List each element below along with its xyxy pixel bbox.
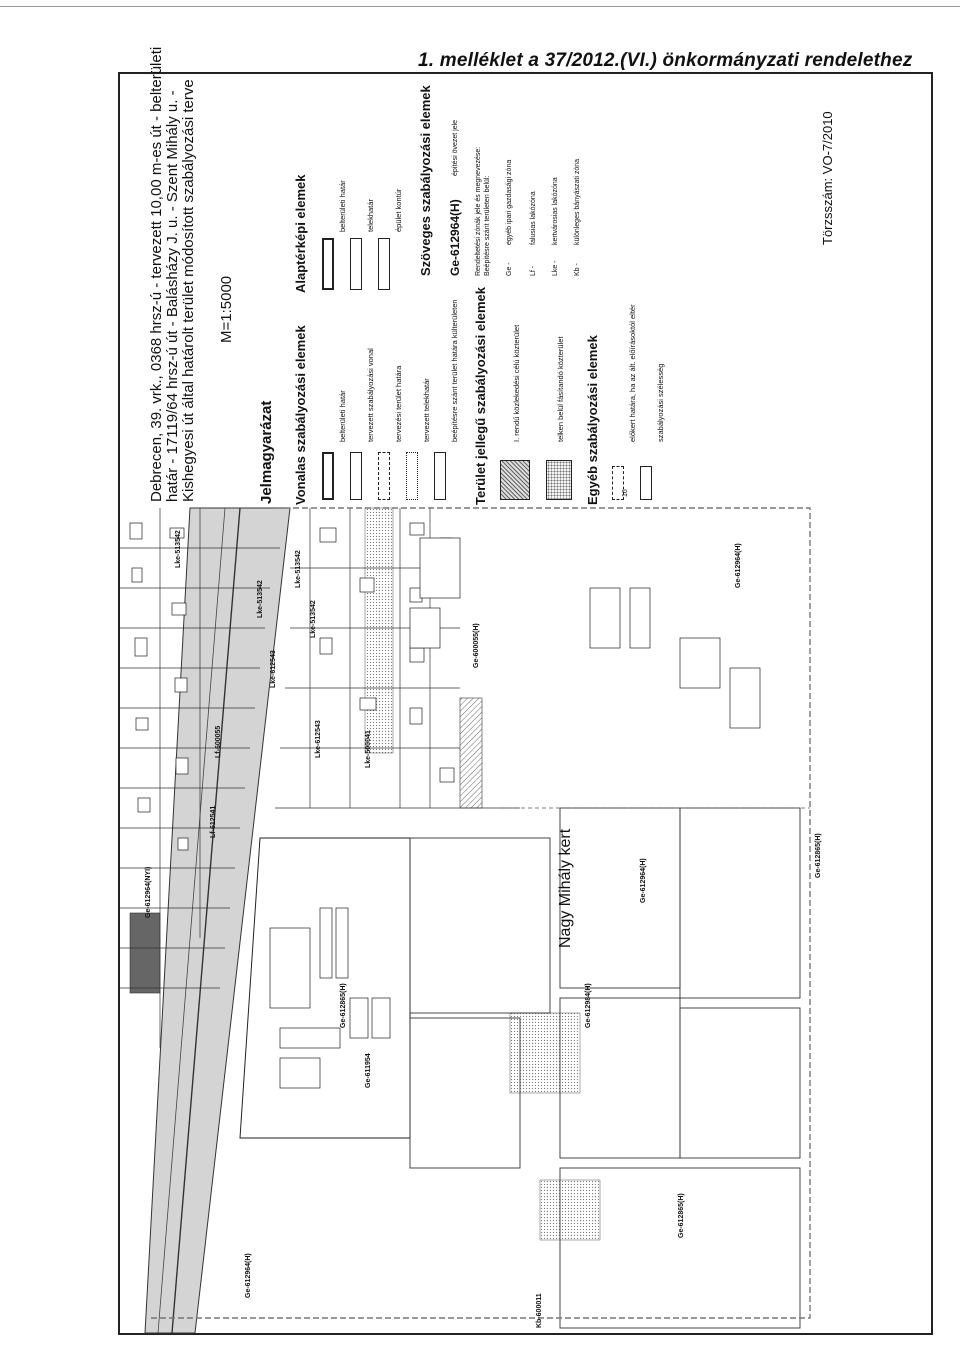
plot-line-swatch	[350, 238, 362, 290]
zone-name-lke: kertvárosias lakózóna	[552, 177, 559, 245]
zone-label: Lke-500041	[365, 730, 372, 768]
regulation-map	[120, 508, 822, 1333]
zone-name-ge: egyéb ipari gazdasági zóna	[506, 159, 513, 245]
linear-item-3: tervezési terület határa	[394, 365, 403, 442]
inner-boundary-swatch	[322, 452, 334, 500]
zone-label: Lke-513542	[175, 530, 182, 568]
basemap-boundary-swatch	[322, 238, 334, 290]
main-road	[145, 508, 290, 1333]
place-name: Nagy Mihály kert	[557, 828, 574, 948]
zones-intro-1: Rendeltetési zónák jele és megnevezése:	[475, 146, 482, 276]
area-item-1: I. rendű közlekedési célú közterület	[512, 324, 521, 442]
registry-number: Törzsszám: VO-7/2010	[820, 111, 835, 245]
zones-intro-2: Beépítésre szánt területen belül:	[484, 175, 491, 276]
zone-label: Ge-611954	[365, 1053, 372, 1088]
description-line-3: Kishegyesi út által határolt terület módosított szabályozási terve	[180, 79, 197, 502]
scale-label: M=1:5000	[218, 275, 235, 343]
zone-label: Ge-612964(H)	[640, 858, 647, 903]
green-strip-2	[510, 1013, 580, 1093]
top-rule	[0, 6, 960, 7]
zone-code-lke: Lke -	[552, 260, 559, 276]
basemap-item-3: épület kontúr	[394, 188, 403, 232]
hatched-road-1	[460, 698, 482, 808]
zone-label: Ge-612865(H)	[815, 833, 822, 878]
zone-label: Ge-612964(H)	[245, 1253, 252, 1298]
width-value: 16	[622, 489, 629, 497]
zone-name-kb: különleges bányászati zóna	[574, 158, 581, 245]
zone-label: Ge-612984(H)	[585, 983, 592, 1028]
other-item-2: szabályozási szélesség	[656, 363, 665, 442]
zone-code-kb: Kb -	[574, 263, 581, 276]
hatched-road-2	[130, 913, 160, 993]
description-line-2: határ - 17119/64 hrsz-ú út - Balásházy J. u. - Szent Mihály u. -	[164, 90, 181, 502]
zone-label: Lke-612543	[270, 650, 277, 688]
zone-code-lf: Lf -	[530, 265, 537, 276]
area-item-2: telken belül fásítandó közterület	[556, 336, 565, 442]
zone-label: Lf-600055	[215, 725, 222, 758]
zone-label: Lke-513542	[295, 550, 302, 588]
linear-item-1: belterületi határ	[338, 390, 347, 442]
linear-elements-title: Vonalas szabályozási elemek	[293, 325, 308, 505]
basemap-item-2: telekhatár	[366, 199, 375, 232]
zone-label: Ge-612964(H)	[735, 543, 742, 588]
textual-elements-title: Szöveges szabályozási elemek	[418, 85, 433, 276]
green-area-swatch	[546, 460, 572, 500]
zone-label: Lf-612541	[210, 805, 217, 838]
industrial-block	[240, 838, 410, 1138]
zone-label: Ge-612865(H)	[340, 983, 347, 1028]
green-strip-3	[540, 1180, 600, 1240]
linear-item-4: tervezett telekhatár	[422, 378, 431, 442]
zone-code-example: Ge-612964(H)	[448, 199, 462, 276]
width-swatch	[640, 466, 652, 500]
area-elements-title: Terület jellegű szabályozási elemek	[473, 287, 488, 505]
zone-label: Ge-600055(H)	[473, 623, 480, 668]
legend-title: Jelmagyarázat	[258, 400, 275, 504]
zone-code-note: építési övezet jele	[452, 119, 459, 176]
zone-label: Ge-612964(NYI)	[145, 866, 152, 918]
zone-label: Lke-513542	[257, 580, 264, 618]
industrial-buildings	[270, 908, 390, 1088]
planning-area-swatch	[378, 452, 390, 500]
linear-item-5: beépítésre szánt terület határa külterületen	[450, 299, 459, 442]
description-line-1: Debrecen, 39. vrk., 0368 hrsz-ú - tervezett 10,00 m-es út - belterületi	[148, 46, 165, 502]
plot-boundary-swatch	[406, 452, 418, 500]
linear-item-2: tervezett szabályozási vonal	[366, 348, 375, 442]
annex-title: 1. melléklet a 37/2012.(VI.) önkormányzati rendelethez	[418, 50, 913, 71]
regulation-line-swatch	[350, 452, 362, 500]
zone-code-ge: Ge -	[506, 262, 513, 276]
zone-label: Kb-600011	[536, 1293, 543, 1328]
building-outline-swatch	[378, 238, 390, 290]
other-item-1: előkert határa, ha az ált. előírásoktól eltér	[628, 304, 637, 442]
basemap-item-1: belterületi határ	[338, 180, 347, 232]
basemap-elements-title: Alaptérképi elemek	[293, 174, 308, 293]
large-parcels	[410, 808, 800, 1328]
zone-name-lf: falusias lakózóna	[530, 191, 537, 245]
zone-label: Ge-612865(H)	[678, 1193, 685, 1238]
other-elements-title: Egyéb szabályozási elemek	[585, 335, 600, 505]
zone-label: Lke-612543	[315, 720, 322, 758]
built-area-swatch	[434, 452, 446, 500]
zone-label: Lke-513542	[310, 600, 317, 638]
green-strip	[365, 508, 393, 753]
road-area-swatch	[500, 460, 530, 500]
